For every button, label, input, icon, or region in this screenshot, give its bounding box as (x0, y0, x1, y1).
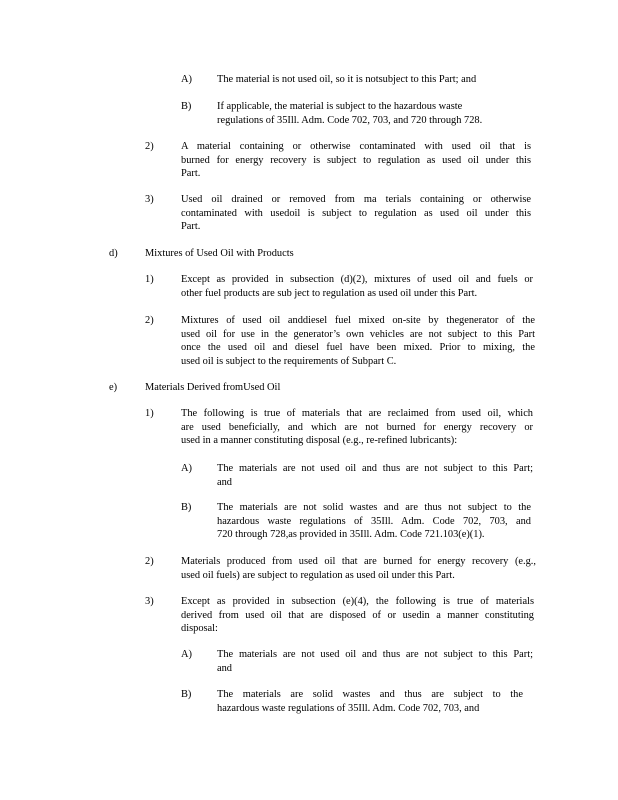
item-text-line: Materials produced from used oil that are burned for energy recovery (e.g., (181, 556, 536, 567)
item-text-line: 720 through 728,as provided in 35Ill. Adm. Code 721.103(e)(1). (217, 529, 485, 541)
item-text-line: used oil fuels) are subject to regulation as used oil under this Part. (181, 569, 455, 581)
item-label: 2) (145, 315, 154, 326)
item-label: d) (109, 248, 118, 259)
item-text-line: The materials are not used oil and thus are not subject to this Part; (217, 649, 533, 660)
paragraph-item (0, 407, 618, 448)
paragraph-item (0, 648, 618, 675)
item-text-line: The material is not used oil, so it is notsubject to this Part; and (217, 74, 477, 85)
item-text-line: Part. (181, 168, 201, 180)
item-text-line: derived from used oil that are disposed of or usedin a manner constituting (181, 609, 534, 621)
item-label: B) (181, 101, 192, 112)
item-label: 1) (145, 274, 154, 285)
paragraph-item (0, 314, 618, 368)
paragraph-item (0, 501, 618, 542)
item-text-line: hazardous waste regulations of 35Ill. Adm. Code 702, 703, and (217, 702, 480, 714)
item-label: e) (109, 382, 118, 393)
item-label: 1) (145, 408, 154, 419)
item-text-line: hazardous waste regulations of 35Ill. Adm. Code 702, 703, and (217, 515, 531, 527)
item-text-line: other fuel products are sub ject to regulation as used oil under this Part. (181, 287, 478, 299)
item-label: A) (181, 649, 192, 660)
paragraph-item (0, 140, 618, 181)
item-label: A) (181, 74, 192, 85)
paragraph-item (0, 595, 618, 636)
item-text-line: used oil for use in the generator’s own vehicles are not subject to this Part (181, 328, 535, 340)
item-text-line: regulations of 35Ill. Adm. Code 702, 703, and 720 through 728. (217, 114, 483, 126)
item-text-line: once the used oil and diesel fuel have been mixed. Prior to mixing, the (181, 342, 535, 354)
paragraph-item (0, 688, 618, 715)
item-text-line: A material containing or otherwise contaminated with used oil that is (181, 141, 531, 152)
item-label: A) (181, 463, 192, 474)
item-text-line: are used beneficially, and which are not burned for energy recovery or (181, 421, 533, 433)
item-text-line: used oil is subject to the requirements of Subpart C. (181, 355, 397, 367)
item-text-line: disposal: (181, 623, 218, 635)
item-text-line: The following is true of materials that are reclaimed from used oil, which (181, 408, 533, 419)
item-text-line: If applicable, the material is subject to the hazardous waste (217, 101, 463, 112)
item-text-line: Except as provided in subsection (d)(2), mixtures of used oil and fuels or (181, 274, 533, 285)
item-label: 2) (145, 556, 154, 567)
item-label: 2) (145, 141, 154, 152)
item-label: 3) (145, 596, 154, 607)
item-label: B) (181, 502, 192, 513)
item-text-line: The materials are not solid wastes and are thus not subject to the (217, 502, 531, 513)
item-text-line: Materials Derived fromUsed Oil (145, 382, 281, 393)
paragraph-item (0, 462, 618, 489)
item-text-line: The materials are solid wastes and thus are subject to the (217, 689, 523, 700)
paragraph-item (0, 273, 618, 300)
item-text-line: Mixtures of Used Oil with Products (145, 248, 294, 259)
paragraph-item (0, 100, 618, 127)
paragraph-item (0, 381, 618, 395)
item-label: 3) (145, 194, 154, 205)
item-text-line: used in a manner constituting disposal (e.g., re-refined lubricants): (181, 435, 458, 447)
item-text-line: contaminated with usedoil is subject to regulation as used oil under this (181, 207, 531, 219)
paragraph-item (0, 73, 618, 87)
item-text-line: Part. (181, 221, 201, 233)
item-text-line: Except as provided in subsection (e)(4), the following is true of materials (181, 596, 534, 607)
item-text-line: and (217, 476, 233, 488)
item-label: B) (181, 689, 192, 700)
item-text-line: Used oil drained or removed from ma terials containing or otherwise (181, 194, 531, 205)
item-text-line: Mixtures of used oil anddiesel fuel mixed on-site by thegenerator of the (181, 315, 535, 326)
paragraph-item (0, 193, 618, 234)
item-text-line: The materials are not used oil and thus are not subject to this Part; (217, 463, 533, 474)
item-text-line: burned for energy recovery is subject to regulation as used oil under this (181, 154, 531, 166)
item-text-line: and (217, 662, 233, 674)
paragraph-item (0, 555, 618, 582)
paragraph-item (0, 247, 618, 261)
